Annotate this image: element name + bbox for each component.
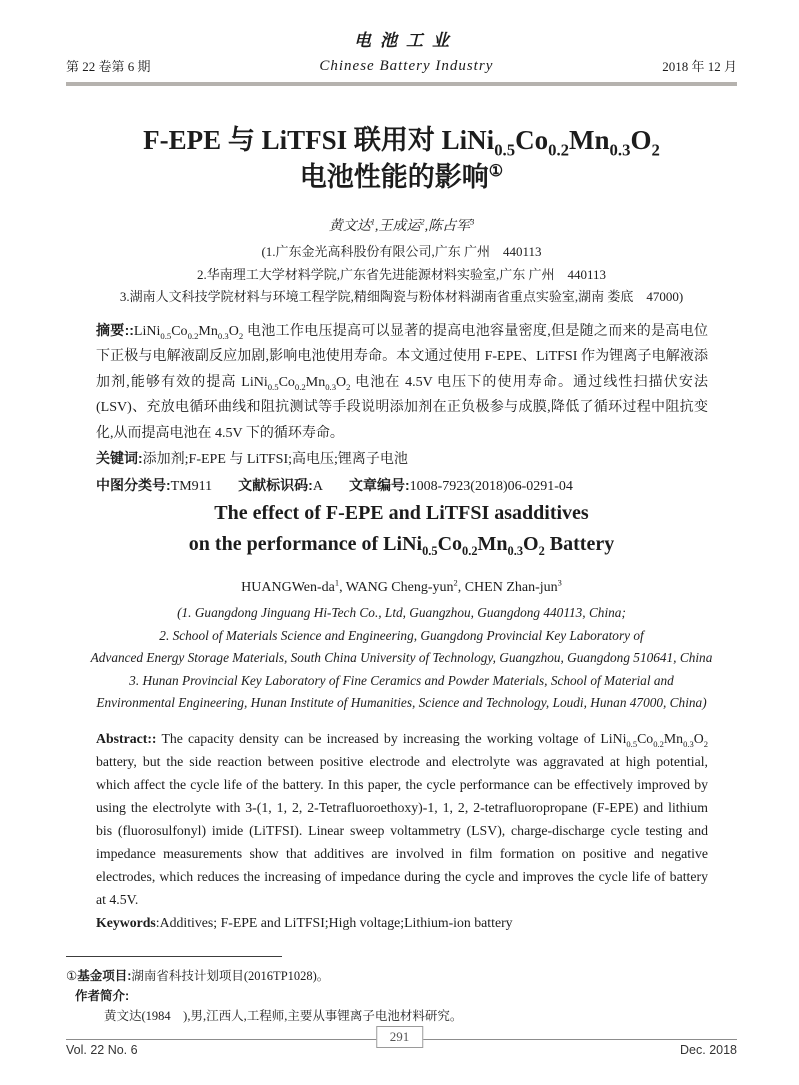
footer-date: Dec. 2018 bbox=[680, 1043, 737, 1057]
affiliation-en-3: Advanced Energy Storage Materials, South China University of Technology, Guangzhou, Guangdong 510641, China bbox=[90, 650, 713, 665]
affiliation-en-2: 2. School of Materials Science and Engineering, Guangdong Provincial Key Laboratory of bbox=[159, 627, 644, 643]
footer-volume: Vol. 22 No. 6 bbox=[66, 1043, 138, 1057]
authors-cn: 黄文达$^1$,王成运$^2$,陈占军$^3$ bbox=[328, 217, 475, 234]
journal-title-en: Chinese Battery Industry bbox=[319, 58, 494, 74]
article-title-en bbox=[66, 498, 737, 560]
footnote bbox=[66, 956, 737, 1026]
affiliation-cn-1: (1.广东金光高科股份有限公司,广东 广州 440113 bbox=[261, 244, 542, 259]
journal-title-cn: 电池工业 bbox=[354, 31, 458, 50]
affiliation-cn-3: 3.湖南人文科技学院材料与环境工程学院,精细陶瓷与粉体材料湖南省重点实验室,湖南 娄底 47000) bbox=[119, 289, 684, 304]
header-rule bbox=[66, 82, 737, 86]
affiliations-cn bbox=[66, 241, 737, 309]
abstract-en-label: Abstract:: bbox=[96, 730, 157, 746]
issue-date-cn: 2018 年 12 月 bbox=[662, 59, 737, 74]
article-id: 文章编号:1008-7923(2018)06-0291-04 bbox=[348, 476, 573, 494]
document-code: 文献标识码:A bbox=[238, 476, 323, 494]
affiliation-en-4: 3. Hunan Provincial Key Laboratory of Fine Ceramics and Powder Materials, School of Material and bbox=[129, 672, 674, 688]
keywords-en-value: :Additives; F-EPE and LiTFSI;High voltage;Lithium-ion battery bbox=[155, 914, 513, 930]
article-title-cn-line2: 电池性能的影响① bbox=[299, 162, 504, 192]
footnote-rule bbox=[66, 956, 282, 957]
abstract-en-body: The capacity density can be increased by increasing the working voltage of $LiNi_{0.5}Co_{0.2}Mn_{0.3}O_2$ battery, but the side reaction between positive electrode and electrolyte was aggravated at high potential, which affect the cycle life of the battery. In this paper, the cycle performance can be effectively improved by using the electrolyte with 3-(1, 1, 2, 2-Tetrafluoroethoxy)-1, 1, 2, 2-tetrafluoropropane (F-EPE) and lithium bis (fluorosulfonyl) imide (LiTFSI). Linear sweep voltammetry (LSV), charge-discharge cycle testing and impedance measurements show that additives are involved in film formation on positive and negative electrodes, which reduces the increasing of impedance during the cycle and improves the cycle life of battery at 4.5V. bbox=[96, 730, 708, 907]
bio-label: 作者简介: bbox=[75, 989, 130, 1003]
issue-number-cn: 第 22 卷第 6 期 bbox=[66, 59, 151, 74]
bio-value: 黄文达(1984 ),男,江西人,工程师,主要从事锂离子电池材料研究。 bbox=[104, 1009, 463, 1023]
affiliations-en bbox=[66, 602, 737, 715]
fund-value: 湖南省科技计划项目(2016TP1028)。 bbox=[131, 969, 330, 983]
fund-label: 基金项目: bbox=[77, 969, 132, 983]
keywords-en-label: Keywords bbox=[96, 914, 156, 930]
english-section bbox=[66, 498, 737, 934]
abstract-en bbox=[96, 727, 708, 911]
article-title-en-line1: The effect of F-EPE and LiTFSI asadditives bbox=[214, 502, 589, 524]
affiliation-en-5: Environmental Engineering, Hunan Institute of Humanities, Science and Technology, Loudi, Hunan 47000, China) bbox=[96, 695, 707, 710]
article-title-cn bbox=[66, 122, 737, 196]
article-title-en-line2: on the performance of $LiNi_{0.5}Co_{0.2}Mn_{0.3}O_2$ Battery bbox=[188, 533, 615, 558]
keywords-en bbox=[96, 911, 708, 934]
affiliation-cn-2: 2.华南理工大学材料学院,广东省先进能源材料实验室,广东 广州 440113 bbox=[196, 266, 607, 282]
page-number-box: 291 bbox=[376, 1026, 424, 1048]
keywords-cn bbox=[96, 446, 708, 473]
keywords-cn-label: 关键词: bbox=[96, 450, 143, 466]
clc-number: 中图分类号:TM911 bbox=[96, 476, 213, 494]
abstract-cn-label: 摘要:: bbox=[96, 321, 134, 338]
abstract-cn bbox=[96, 318, 708, 447]
clc-row bbox=[96, 473, 708, 500]
abstract-cn-body: $LiNi_{0.5}Co_{0.2}Mn_{0.3}O_2$ 电池工作电压提高可以显著的提高电池容量密度,但是随之而来的是高电位下正极与电解液副反应加剧,影响电池使用寿命。本文通过使用 F-EPE、LiTFSI 作为锂离子电解液添加剂,能够有效的提高 $LiNi_{0.5}Co_{0.2}Mn_{0.3}O_2$ 电池在 4.5V 电压下的使用寿命。通过线性扫描伏安法(LSV)、充放电循环曲线和阻抗测试等手段说明添加剂在正负极参与成膜,降低了循环过程中阻抗变化,从而提高电池在 4.5V 下的循环寿命。 bbox=[96, 323, 709, 441]
authors-en: HUANGWen-$da^1$, WANG Cheng-yun$^2$, CHEN Zhan-jun$^3$ bbox=[241, 578, 562, 595]
article-title-cn-line1: F-EPE 与 LiTFSI 联用对 $LiNi_{0.5}Co_{0.2}Mn_{0.3}O_2$ bbox=[143, 125, 660, 160]
keywords-cn-value: 添加剂;F-EPE 与 LiTFSI;高电压;锂离子电池 bbox=[142, 452, 408, 467]
chinese-section bbox=[66, 122, 737, 499]
fund-marker: ① bbox=[66, 969, 78, 983]
header-row bbox=[66, 56, 737, 75]
affiliation-en-1: (1. Guangdong Jinguang Hi-Tech Co., Ltd, Guangzhou, Guangdong 440113, China; bbox=[177, 605, 626, 620]
page-header bbox=[66, 26, 737, 86]
fund-line bbox=[66, 966, 737, 986]
